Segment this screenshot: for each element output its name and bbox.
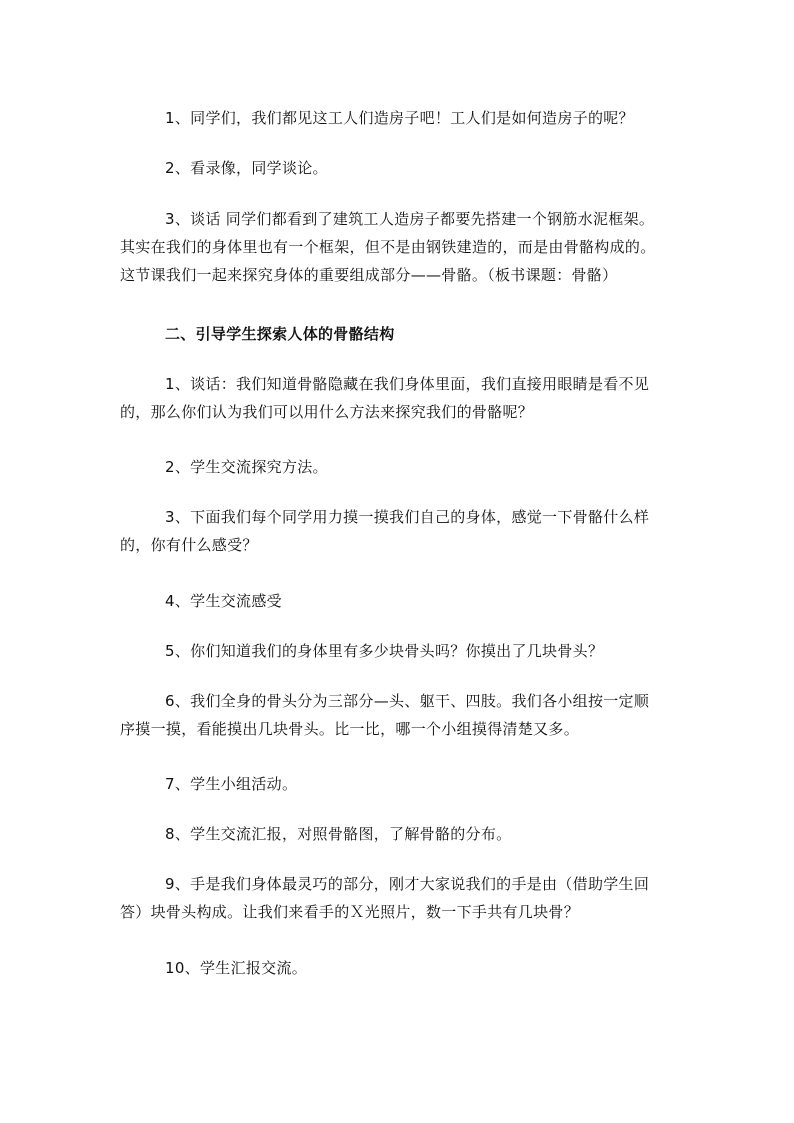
paragraph-line: 5、你们知道我们的身体里有多少块骨头吗？你摸出了几块骨头？ bbox=[165, 642, 604, 660]
paragraph-line: 4、学生交流感受 bbox=[165, 592, 282, 610]
paragraph-2 bbox=[120, 154, 680, 182]
paragraph-line: 的，你有什么感受？ bbox=[120, 536, 258, 554]
paragraph-line: 8、学生交流汇报，对照骨骼图，了解骨骼的分布。 bbox=[165, 825, 512, 843]
paragraph-3 bbox=[120, 205, 680, 289]
paragraph-line: 其实在我们的身体里也有一个框架，但不是由钢铁建造的，而是由骨骼构成的。 bbox=[120, 238, 656, 256]
paragraph-line: 10、学生汇报交流。 bbox=[165, 959, 308, 977]
paragraph-line: 3、下面我们每个同学用力摸一摸我们自己的身体，感觉一下骨骼什么样 bbox=[165, 508, 650, 526]
paragraph-line: 3、谈话 同学们都看到了建筑工人造房子都要先搭建一个钢筋水泥框架。 bbox=[165, 210, 655, 228]
paragraph-line: 这节课我们一起来探究身体的重要组成部分——骨骼。（板书课题：骨骼） bbox=[120, 266, 618, 284]
paragraph-5 bbox=[120, 370, 680, 426]
paragraph-7 bbox=[120, 503, 680, 559]
paragraph-line: 2、学生交流探究方法。 bbox=[165, 458, 328, 476]
paragraph-line: 6、我们全身的骨头分为三部分—头、躯干、四肢。我们各小组按一定顺 bbox=[165, 692, 650, 710]
paragraph-12 bbox=[120, 820, 680, 848]
paragraph-line: 7、学生小组活动。 bbox=[165, 775, 298, 793]
paragraph-6 bbox=[120, 453, 680, 481]
paragraph-14 bbox=[120, 954, 680, 982]
paragraph-1 bbox=[120, 104, 680, 132]
paragraph-11 bbox=[120, 770, 680, 798]
paragraph-line: 2、看录像，同学谈论。 bbox=[165, 159, 328, 177]
paragraph-line: 的，那么你们认为我们可以用什么方法来探究我们的骨骼呢？ bbox=[120, 403, 534, 421]
paragraph-line: 答）块骨头构成。让我们来看手的Ｘ光照片，数一下手共有几块骨？ bbox=[120, 903, 580, 921]
paragraph-13 bbox=[120, 870, 680, 926]
paragraph-line: 1、同学们，我们都见这工人们造房子吧！工人们是如何造房子的呢？ bbox=[165, 109, 634, 127]
paragraph-line: 1、谈话：我们知道骨骼隐藏在我们身体里面，我们直接用眼睛是看不见 bbox=[165, 375, 650, 393]
section-heading bbox=[120, 320, 680, 348]
paragraph-line: 序摸一摸，看能摸出几块骨头。比一比，哪一个小组摸得清楚又多。 bbox=[120, 720, 580, 738]
paragraph-line: 9、手是我们身体最灵巧的部分，刚才大家说我们的手是由（借助学生回 bbox=[165, 875, 650, 893]
paragraph-10 bbox=[120, 687, 680, 743]
paragraph-8 bbox=[120, 587, 680, 615]
heading-text: 二、引导学生探索人体的骨骼结构 bbox=[165, 325, 395, 343]
paragraph-9 bbox=[120, 637, 680, 665]
